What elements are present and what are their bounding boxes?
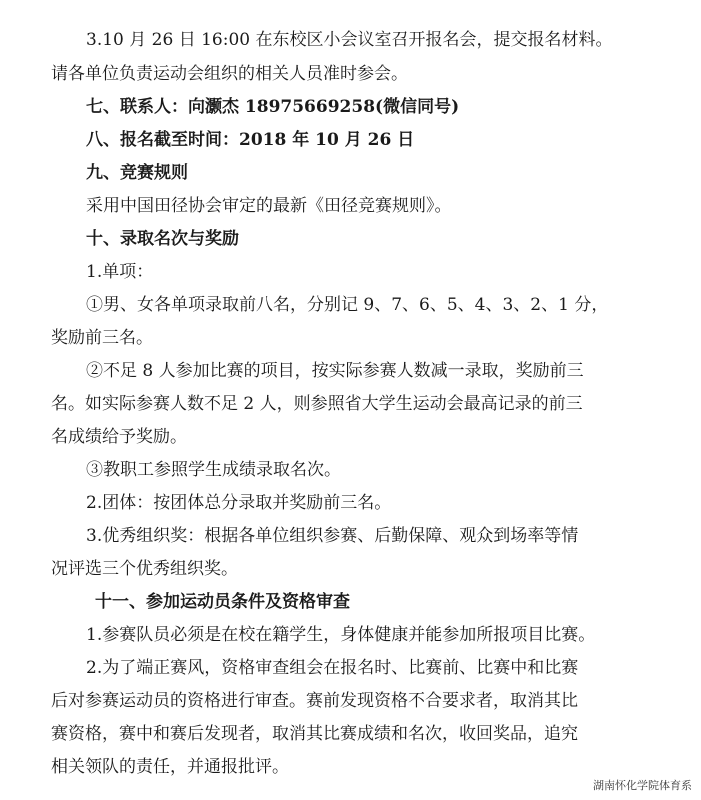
paragraph-individual-2: ②不足 8 人参加比赛的项目，按实际参赛人数减一录取，奖励前三 — [86, 361, 584, 381]
paragraph-eligibility-1: 1.参赛队员必须是在校在籍学生，身体健康并能参加所报项目比赛。 — [86, 625, 596, 645]
paragraph-individual-3: ③教职工参照学生成绩录取名次。 — [86, 460, 341, 480]
paragraph-eligibility-2-cont-b: 赛资格，赛中和赛后发现者，取消其比赛成绩和名次，收回奖品，追究 — [51, 724, 578, 744]
paragraph-eligibility-2-cont-a: 后对参赛运动员的资格进行审查。赛前发现资格不合要求者，取消其比 — [51, 691, 578, 711]
heading-deadline: 八、报名截至时间：2018 年 10 月 26 日 — [86, 130, 415, 150]
paragraph-registration-meeting-cont: 请各单位负责运动会组织的相关人员准时参会。 — [51, 64, 408, 84]
paragraph-rules: 采用中国田径协会审定的最新《田径竞赛规则》。 — [86, 196, 452, 216]
heading-rules: 九、竞赛规则 — [86, 163, 188, 183]
paragraph-organization-award-cont: 况评选三个优秀组织奖。 — [51, 559, 238, 579]
paragraph-individual-2-cont-a: 名。如实际参赛人数不足 2 人，则参照省大学生运动会最高记录的前三 — [51, 394, 583, 414]
paragraph-individual-1: ①男、女各单项录取前八名，分别记 9、7、6、5、4、3、2、1 分， — [86, 295, 609, 315]
watermark: 湖南怀化学院体育系 — [590, 776, 695, 794]
paragraph-eligibility-2-cont-c: 相关领队的责任，并通报批评。 — [51, 757, 289, 777]
heading-contact: 七、联系人：向灏杰 18975669258(微信同号) — [86, 97, 460, 117]
paragraph-team: 2.团体：按团体总分录取并奖励前三名。 — [86, 493, 392, 513]
subheading-individual: 1.单项： — [86, 262, 154, 282]
paragraph-individual-1-cont: 奖励前三名。 — [51, 328, 153, 348]
paragraph-eligibility-2: 2.为了端正赛风，资格审查组会在报名时、比赛前、比赛中和比赛 — [86, 658, 579, 678]
heading-ranking-awards: 十、录取名次与奖励 — [86, 229, 239, 249]
paragraph-registration-meeting: 3.10 月 26 日 16:00 在东校区小会议室召开报名会，提交报名材料。 — [86, 30, 613, 50]
heading-eligibility: 十一、参加运动员条件及资格审查 — [95, 592, 350, 612]
paragraph-organization-award: 3.优秀组织奖：根据各单位组织参赛、后勤保障、观众到场率等情 — [86, 526, 579, 546]
paragraph-individual-2-cont-b: 名成绩给予奖励。 — [51, 427, 187, 447]
